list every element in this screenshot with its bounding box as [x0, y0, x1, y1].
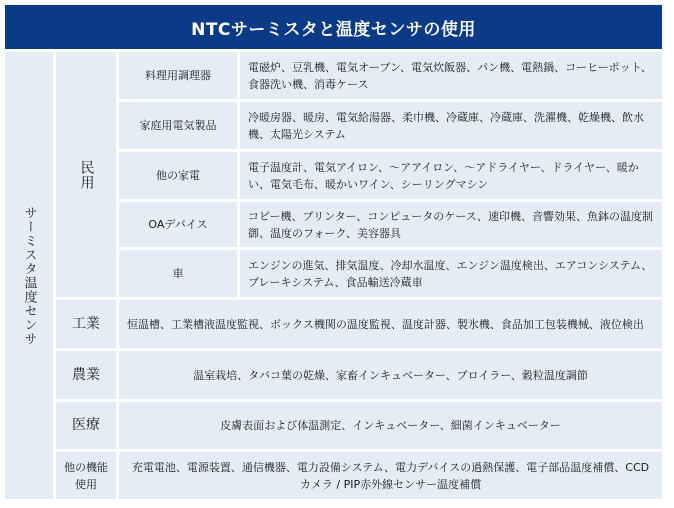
examples-car [240, 250, 662, 297]
examples-other-uses [119, 452, 662, 499]
root-label: サーミスタ温度センサ [21, 205, 37, 346]
examples-medical [119, 402, 662, 449]
examples-text: 皮膚表面および体温測定、インキュベーター、細菌インキュベーター [220, 419, 561, 432]
examples-text: 温室栽培、タバコ葉の乾燥、家畜インキュベーター、ブロイラー、穀粒温度調節 [193, 368, 588, 382]
table-title: NTCサーミスタと温度センサの使用 [5, 5, 662, 49]
examples-text: コピー機、プリンター、コンピュータのケース、速印機、音響効果、魚鉢の温度制御、温度のフォーク、美容器具 [248, 209, 654, 240]
examples-oa-devices [240, 202, 662, 247]
subcategory-cooking [119, 52, 237, 99]
examples-home-appliances [240, 102, 662, 149]
examples-text: 電子温度計、電気アイロン、～アアイロン、～アドライヤー、ドライヤー、暖かい、電気毛布、暖かいワイン、シーリングマシン [248, 160, 639, 191]
category-agriculture [56, 351, 116, 399]
examples-cooking [240, 52, 662, 99]
subcategory-car [119, 250, 237, 297]
category-label: 農業 [72, 366, 100, 383]
examples-text: 恒温槽、工業槽液温度監視、ボックス機関の温度監視、温度計器、製氷機、食品加工包装機械、液位検出 [127, 317, 644, 331]
examples-industry [119, 300, 662, 348]
category-other-uses [56, 452, 116, 499]
category-medical [56, 402, 116, 449]
subcategory-label: 他の家電 [156, 169, 200, 182]
subcategory-label: 料理用調理器 [145, 69, 211, 82]
subcategory-other-appliances [119, 152, 237, 199]
subcategory-label: OAデバイス [148, 218, 208, 231]
examples-text: 冷暖房器、暖房、電気給湯器、柔巾機、冷蔵庫、冷蔵庫、洗濯機、乾燥機、飲水機、太陽光システム [248, 110, 644, 141]
subcategory-oa-devices [119, 202, 237, 247]
category-label: 他の機能使用 [64, 460, 108, 491]
root-label-cell [5, 52, 53, 499]
subcategory-label: 家庭用電気製品 [139, 119, 217, 132]
examples-text: 電磁炉、豆乳機、電気オーブン、電気炊飯器、パン機、電熱鍋、コーヒーポット、食器洗い機、消毒ケース [248, 60, 652, 91]
category-industry [56, 300, 116, 348]
examples-text: 充電電池、電源装置、通信機器、電力設備システム、電力デバイスの過熱保護、電子部品温度補償、CCDカメラ / PIP赤外線センサー温度補償 [131, 460, 650, 491]
examples-other-appliances [240, 152, 662, 199]
category-label: 工業 [72, 315, 100, 332]
category-label: 医療 [72, 417, 100, 433]
subcategory-home-appliances [119, 102, 237, 149]
subcategory-label: 車 [172, 267, 184, 280]
category-label: 民用 [78, 159, 95, 190]
examples-text: エンジンの進気、排気温度、冷却水温度、エンジン温度検出、エアコンシステム、ブレーキシステム、食品輸送冷蔵車 [248, 258, 653, 289]
category-minsei [56, 52, 116, 297]
examples-agriculture [119, 351, 662, 399]
